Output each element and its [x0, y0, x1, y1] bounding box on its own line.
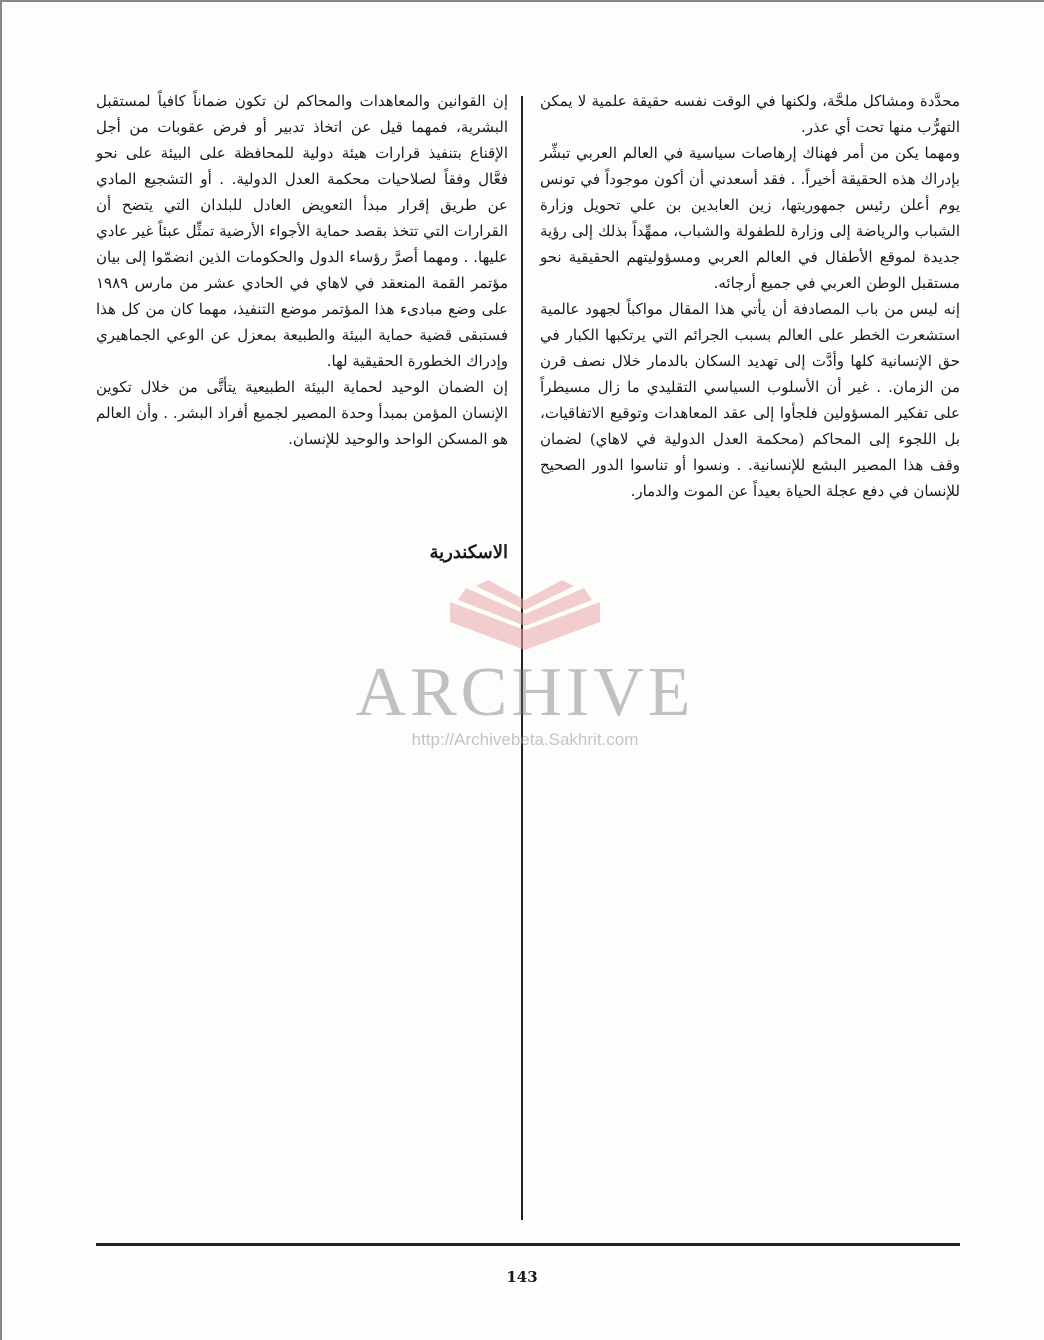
- article-column-left: إن القوانين والمعاهدات والمحاكم لن تكون ضماناً كافياً لمستقبل البشرية، فمهما قيل عن اتخاذ تدبير أو فرض عقوبات من أجل الإقناع بتنفيذ قرارات هيئة دولية للمحافظة على البيئة على نحو فعَّال وفقاً لصلاحيات محكمة العدل الدولية. . أو التشجيع المادي عن طريق إقرار مبدأ التعويض العادل للبلدان التي يتضح أن القرارات التي تتخذ بقصد حماية الأجواء الأرضية تمثِّل عبئاً غير عادي عليها. . ومهما أصرَّ رؤساء الدول والحكومات الذين انضمّوا إلى بيان مؤتمر القمة المنعقد في لاهاي في الحادي عشر من مارس ١٩٨٩ على وضع مبادىء هذا المؤتمر موضع التنفيذ، مهما كان من كل هذا فستبقى قضية حماية البيئة والطبيعة بمعزل عن الوعي الجماهيري وإدراك الخطورة الحقيقية لها. إن الضمان الوحيد لحماية البيئة الطبيعية يتأتَّى من خلال تكوين الإنسان المؤمن بمبدأ وحدة المصير لجميع أفراد البشر. . وأن العالم هو المسكن الواحد والوحيد للإنسان.: [96, 92, 508, 448]
- watermark-title: ARCHIVE: [355, 654, 695, 731]
- watermark-url: http://Archivebeta.Sakhrit.com: [411, 730, 639, 749]
- archive-watermark: [340, 578, 710, 778]
- page-number: 143: [506, 1268, 538, 1286]
- scan-border-top: [0, 0, 1044, 2]
- article-column-right: محدَّدة ومشاكل ملحَّة، ولكنها في الوقت نفسه حقيقة علمية لا يمكن التهرُّب منها تحت أي عذر. ومهما يكن من أمر فهناك إرهاصات سياسية في العالم العربي تبشِّر بإدراك هذه الحقيقة أخيراً. . فقد أسعدني أن أكون موجوداً في تونس يوم أعلن رئيس جمهوريتها، زين العابدين بن علي تحويل وزارة الشباب والرياضة إلى وزارة للطفولة والشباب، ممهِّداً بذلك إلى رؤية جديدة لموقع الأطفال في العالم العربي ومسؤوليتهم الحقيقية نحو مستقبل الوطن العربي في جميع أرجائه. إنه ليس من باب المصادفة أن يأتي هذا المقال مواكباً لجهود عالمية استشعرت الخطر على العالم بسبب الجرائم التي يرتكبها الكبار في حق الإنسانية كلها وأدَّت إلى تهديد السكان بالدمار خلال نصف قرن من الزمان. . غير أن الأسلوب السياسي التقليدي ما زال مسيطراً على تفكير المسؤولين فلجأوا إلى عقد المعاهدات وتوقيع الاتفاقيات، بل اللجوء إلى المحاكم (محكمة العدل الدولية في لاهاي) لضمان وقف هذا المصير البشع للإنسانية. . ونسوا أو تناسوا الدور الصحيح للإنسان في دفع عجلة الحياة بعيداً عن الموت والدمار.: [540, 92, 960, 500]
- signature-city: الاسكندرية: [429, 542, 508, 563]
- book-logo-icon: [430, 578, 620, 658]
- scan-border-left: [0, 0, 2, 1340]
- footer-rule: [96, 1243, 960, 1246]
